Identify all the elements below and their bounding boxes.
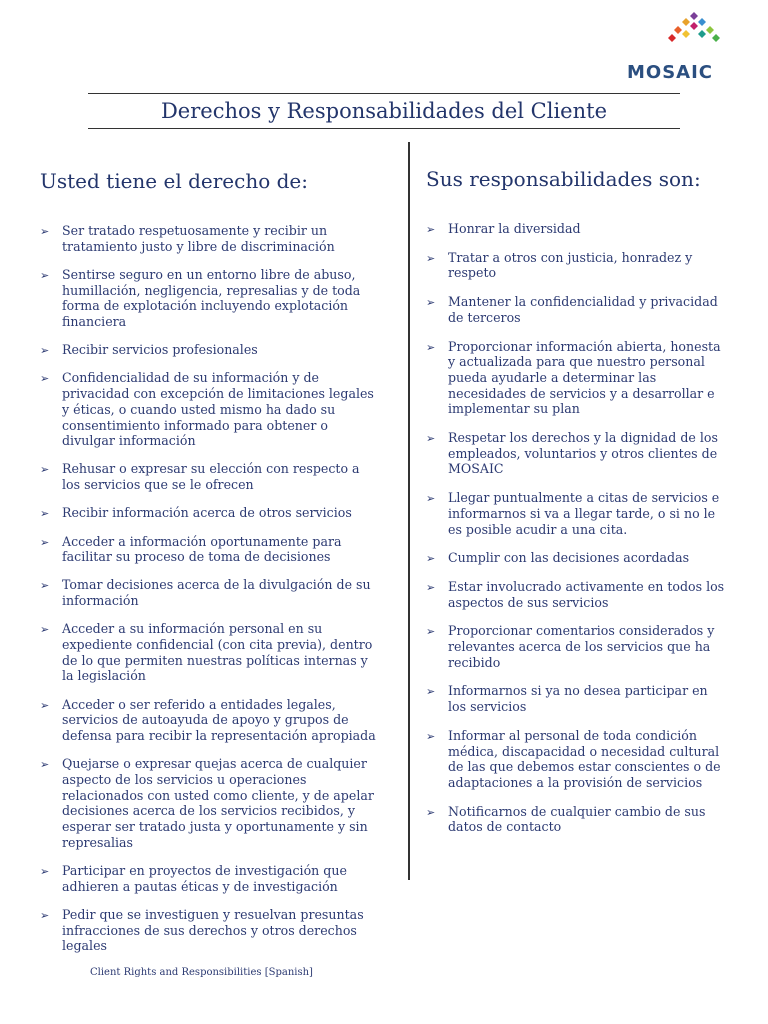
rights-item [40, 534, 380, 565]
rights-item [40, 697, 380, 744]
rights-item-text: Acceder a información oportunamente para facilitar su proceso de toma de decisiones [62, 533, 342, 565]
responsibilities-list [426, 221, 726, 835]
arrow-bullet-icon: ➢ [40, 344, 50, 358]
rights-item [40, 342, 380, 358]
responsibility-item-text: Honrar la diversidad [448, 221, 581, 236]
responsibility-item [426, 804, 726, 835]
responsibility-item-text: Informar al personal de toda condición médica, discapacidad o necesidad cultural de las que debemos estar conscientes o de adaptaciones a la provisión de servicios [448, 727, 721, 790]
rights-item-text: Rehusar o expresar su elección con respecto a los servicios que se le ofrecen [62, 461, 360, 493]
arrow-bullet-icon: ➢ [426, 223, 436, 236]
rights-item [40, 461, 380, 492]
responsibility-item [426, 221, 726, 237]
responsibility-item-text: Estar involucrado activamente en todos los aspectos de sus servicios [448, 578, 725, 610]
responsibility-item-text: Respetar los derechos y la dignidad de los empleados, voluntarios y otros clientes de MOSAIC [448, 430, 718, 477]
rights-item [40, 577, 380, 608]
responsibility-item [426, 339, 726, 418]
rights-item [40, 863, 380, 894]
logo-text: MOSAIC [626, 62, 713, 83]
rights-item-text: Ser tratado respetuosamente y recibir un tratamiento justo y libre de discriminación [62, 223, 335, 254]
title-bottom-rule [88, 128, 680, 129]
responsibility-item [426, 250, 726, 281]
rights-item [40, 267, 380, 330]
rights-heading: Usted tiene el derecho de: [40, 169, 308, 193]
rights-item [40, 621, 380, 684]
responsibilities-column [426, 166, 726, 848]
arrow-bullet-icon: ➢ [40, 579, 50, 593]
responsibility-item [426, 623, 726, 670]
rights-item-text: Acceder o ser referido a entidades legales, servicios de autoayuda de apoyo y grupos de defensa para recibir la representación apropiada [62, 696, 376, 744]
arrow-bullet-icon: ➢ [40, 623, 50, 637]
arrow-bullet-icon: ➢ [40, 225, 50, 238]
responsibility-item [426, 294, 726, 325]
responsibilities-heading: Sus responsabilidades son: [426, 167, 701, 191]
responsibility-item [426, 490, 726, 537]
arrow-bullet-icon: ➢ [40, 758, 50, 772]
arrow-bullet-icon: ➢ [40, 698, 50, 712]
arrow-bullet-icon: ➢ [40, 908, 50, 922]
footer-text: Client Rights and Responsibilities [Spanish] [90, 967, 313, 978]
title-top-rule [88, 93, 680, 94]
responsibility-item-text: Informarnos si ya no desea participar en los servicios [448, 683, 708, 715]
rights-item-text: Acceder a su información personal en su expediente confidencial (con cita previa), dentro de lo que permiten nuestras políticas internas y la legislación [62, 621, 373, 684]
arrow-bullet-icon: ➢ [426, 432, 436, 446]
arrow-bullet-icon: ➢ [426, 492, 436, 506]
rights-column [40, 168, 380, 967]
arrow-bullet-icon: ➢ [40, 507, 50, 521]
arrow-bullet-icon: ➢ [426, 340, 436, 354]
responsibility-item-text: Cumplir con las decisiones acordadas [448, 550, 690, 566]
arrow-bullet-icon: ➢ [40, 865, 50, 878]
arrow-bullet-icon: ➢ [426, 251, 436, 265]
arrow-bullet-icon: ➢ [426, 685, 436, 699]
responsibility-item [426, 550, 726, 566]
rights-item-text: Quejarse o expresar quejas acerca de cualquier aspecto de los servicios u operaciones relacionados con usted como cliente, y de apelar decisiones acerca de los servicios recibidos, y esperar ser tratado justa y oportunamente y sin represalias [62, 756, 374, 850]
arrow-bullet-icon: ➢ [40, 268, 50, 282]
rights-item-text: Recibir servicios profesionales [62, 342, 258, 358]
rights-item-text: Participar en proyectos de investigación que adhieren a pautas éticas y de investigación [62, 863, 347, 894]
arrow-bullet-icon: ➢ [426, 552, 436, 566]
rights-item-text: Tomar decisiones acerca de la divulgación de su información [62, 577, 371, 609]
arrow-bullet-icon: ➢ [40, 463, 50, 477]
responsibility-item-text: Notificarnos de cualquier cambio de sus datos de contacto [448, 803, 706, 835]
rights-item-text: Confidencialidad de su información y de privacidad con excepción de limitaciones legales y éticas, o cuando usted mismo ha dado su consentimiento informado para obtener o divulgar información [62, 370, 374, 449]
arrow-bullet-icon: ➢ [426, 729, 436, 743]
rights-item [40, 223, 380, 254]
responsibility-item [426, 430, 726, 477]
mosaic-logo [620, 12, 720, 83]
arrow-bullet-icon: ➢ [426, 625, 436, 639]
rights-item [40, 907, 380, 954]
arrow-bullet-icon: ➢ [40, 535, 50, 549]
arrow-bullet-icon: ➢ [426, 805, 436, 819]
arrow-bullet-icon: ➢ [426, 296, 436, 310]
rights-list [40, 223, 380, 954]
document-title: Derechos y Responsabilidades del Cliente [160, 99, 608, 123]
responsibility-item-text: Proporcionar comentarios considerados y relevantes acerca de los servicios que ha recibido [448, 623, 715, 670]
responsibility-item [426, 683, 726, 714]
rights-item-text: Sentirse seguro en un entorno libre de abuso, humillación, negligencia, represalias y de toda forma de explotación incluyendo explotación financiera [62, 266, 361, 330]
responsibility-item [426, 728, 726, 791]
responsibility-item-text: Tratar a otros con justicia, honradez y respeto [448, 249, 693, 281]
arrow-bullet-icon: ➢ [426, 580, 436, 594]
responsibility-item-text: Proporcionar información abierta, honesta y actualizada para que nuestro personal pueda ayudarle a determinar las necesidades de servicios y a desarrollar e implementar su plan [448, 338, 721, 417]
arrow-bullet-icon: ➢ [40, 372, 50, 386]
rights-item-text: Pedir que se investiguen y resuelvan presuntas infracciones de sus derechos y otros derechos legales [62, 906, 364, 954]
mosaic-mark-icon [668, 12, 720, 52]
rights-item-text: Recibir información acerca de otros servicios [62, 505, 352, 521]
rights-item [40, 370, 380, 449]
rights-item [40, 756, 380, 850]
rights-item [40, 505, 380, 521]
responsibility-item-text: Llegar puntualmente a citas de servicios e informarnos si va a llegar tarde, o si no le es posible acudir a una cita. [448, 490, 720, 537]
responsibility-item-text: Mantener la confidencialidad y privacidad de terceros [448, 294, 718, 325]
column-divider [408, 142, 410, 880]
responsibility-item [426, 579, 726, 610]
